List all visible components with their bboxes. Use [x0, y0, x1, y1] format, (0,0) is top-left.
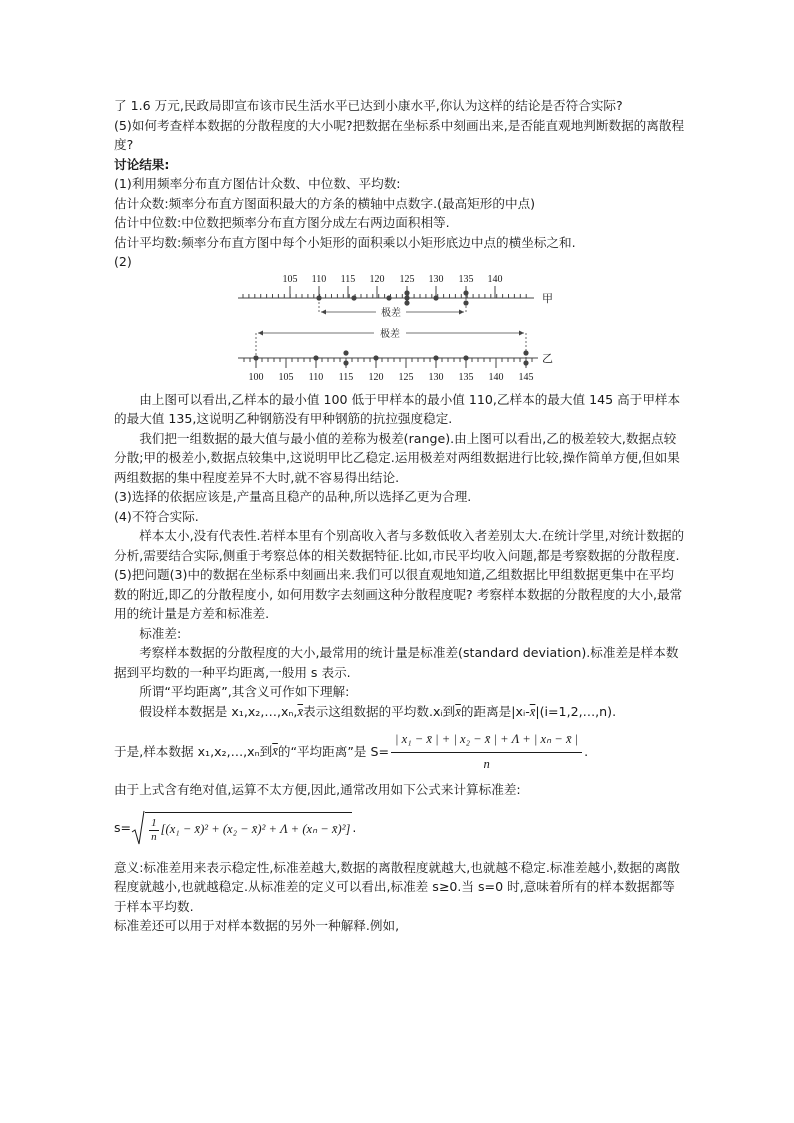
tick-label: 140 — [488, 371, 504, 383]
mean-symbol: x̄ — [529, 704, 536, 719]
square-root — [131, 810, 352, 846]
radical-sign-icon — [131, 810, 145, 846]
paragraph: (1)利用频率分布直方图估计众数、中位数、平均数: — [114, 176, 401, 191]
fraction-numerator: 1 — [151, 816, 157, 829]
tick-label: 120 — [369, 273, 385, 285]
paragraph: 估计平均数:频率分布直方图中每个小矩形的面积乘以小矩形底边中点的横坐标之和. — [114, 234, 576, 250]
fraction-denominator: n — [483, 756, 490, 771]
range-label: 极差 — [381, 307, 401, 319]
paragraph: (4)不符合实际. — [114, 508, 199, 524]
paragraph: 估计众数:频率分布直方图面积最大的方条的横轴中点数字.(最高矩形的中点) — [114, 195, 536, 211]
tick-label: 115 — [338, 371, 354, 383]
text-span: 的距离是|xᵢ- — [460, 703, 530, 719]
section-heading: 讨论结果: — [114, 156, 170, 172]
text-span: 表示这组数据的平均数.xᵢ到 — [303, 703, 456, 719]
minor-ticks — [243, 294, 526, 298]
paragraph: (3)选择的依据应该是,产量高且稳产的品种,所以选择乙更为合理. — [114, 489, 472, 504]
mean-symbol: x̄ — [297, 704, 304, 719]
text-span: . — [584, 744, 589, 760]
paragraph: 考察样本数据的分散程度的大小,最常用的统计量是标准差(standard deviation).标准差是样本数据到平均数的一种平均距离,一般用 s 表示. — [114, 645, 679, 680]
axis-label-yi: 乙 — [542, 351, 553, 365]
paragraph: 估计中位数:中位数把频率分布直方图分成左右两边面积相等. — [114, 215, 450, 230]
fraction-denominator: n — [151, 830, 157, 843]
paragraph: 我们把一组数据的最大值与最小值的差称为极差(range).由上图可以看出,乙的极差较大,数据点较分散;甲的极差小,数据点较集中,这说明甲比乙稳定.运用极差对两组数据进行比较,操作简单方便,但如果两组数据的集中程度差异不大时,就不容易得出结论. — [114, 430, 680, 485]
tick-label: 120 — [368, 371, 384, 383]
text-span: |(i=1,2,…,n). — [535, 703, 617, 719]
paragraph: (5)把问题(3)中的数据在坐标系中刻画出来.我们可以很直观地知道,乙组数据比甲组数据更集中在平均数的附近,即乙的分散程度小, 如何用数字去刻画这种分散程度呢? 考察样本数据的分散程度的大小,最常用的统计量是方差和标准差. — [114, 567, 683, 621]
paragraph: 意义:标准差用来表示稳定性,标准差越大,数据的离散程度就越大,也就越不稳定.标准差越小,数据的离散程度就越小,也就越稳定.从标准差的定义可以看出,标准差 s≥0.当 s=0 时,意味着所有的样本数据都等于样本平均数. — [114, 859, 680, 914]
paragraph: 标准差还可以用于对样本数据的另外一种解释.例如, — [114, 918, 400, 933]
mean-symbol: x̄ — [272, 744, 278, 759]
tick-label: 130 — [428, 273, 444, 285]
dot-plot-svg — [114, 272, 686, 390]
tick-label: 110 — [308, 371, 324, 383]
paragraph: 由上图可以看出,乙样本的最小值 100 低于甲样本的最小值 110,乙样本的最大值 145 高于甲样本的最大值 135,这说明乙种钢筋没有甲种钢筋的抗拉强度稳定. — [114, 391, 681, 426]
mean-symbol: x̄ — [455, 704, 461, 719]
tick-label: 105 — [282, 273, 298, 285]
paragraph: 所谓“平均距离”,其含义可作如下理解: — [139, 684, 350, 699]
paragraph: 了 1.6 万元,民政局即宣布该市民生活水平已达到小康水平,你认为这样的结论是否符合实际? — [114, 98, 623, 113]
tick-label: 140 — [487, 273, 503, 285]
minor-ticks — [244, 358, 532, 362]
text-span: . — [352, 819, 357, 835]
text-span: 于是,样本数据 x₁,x₂,…,xₙ到 — [114, 744, 273, 760]
major-ticks — [256, 358, 526, 368]
tick-label: 105 — [278, 371, 294, 383]
tick-label: 130 — [428, 371, 444, 383]
paragraph: 由于上式含有绝对值,运算不太方便,因此,通常改用如下公式来计算标准差: — [114, 782, 521, 797]
fraction — [391, 730, 582, 774]
paragraph — [114, 702, 686, 723]
tick-label: 100 — [248, 371, 264, 383]
document-body — [114, 96, 686, 936]
fraction-numerator: | x₁ − x̄ | + | x₂ − x̄ | + Λ + | xₙ − x̄ | — [391, 730, 582, 753]
tick-label: 115 — [340, 273, 356, 285]
radicand-expression: [(x₁ − x̄)² + (x₂ − x̄)² + Λ + (xₙ − x̄)²] — [160, 822, 351, 837]
range-label: 极差 — [380, 328, 400, 340]
tick-label: 135 — [458, 273, 474, 285]
paragraph: (5)如何考查样本数据的分散程度的大小呢?把数据在坐标系中刻画出来,是否能直观地判断数据的离散程度? — [114, 117, 685, 152]
paragraph: 样本太小,没有代表性.若样本里有个别高收入者与多数低收入者差别太大.在统计学里,对统计数据的分析,需要结合实际,侧重于考察总体的相关数据特征.比如,市民平均收入问题,都是考察数据的分散程度. — [114, 528, 685, 563]
tick-label: 135 — [458, 371, 474, 383]
tick-label: 125 — [399, 273, 415, 285]
text-span: 假设样本数据是 x₁,x₂,…,xₙ, — [139, 703, 298, 719]
text-span: 的“平均距离”是 S= — [277, 744, 390, 760]
text-span: s= — [114, 819, 132, 835]
subheading: 标准差: — [139, 625, 182, 641]
fraction — [149, 817, 159, 844]
axis-label-jia: 甲 — [542, 291, 553, 305]
std-dev-formula — [114, 810, 686, 846]
tick-label: 125 — [398, 371, 414, 383]
paragraph: (2) — [114, 254, 132, 269]
average-distance-formula — [114, 730, 686, 774]
dot-plot-figure — [114, 272, 686, 390]
tick-label: 145 — [518, 371, 534, 383]
tick-label: 110 — [311, 273, 327, 285]
